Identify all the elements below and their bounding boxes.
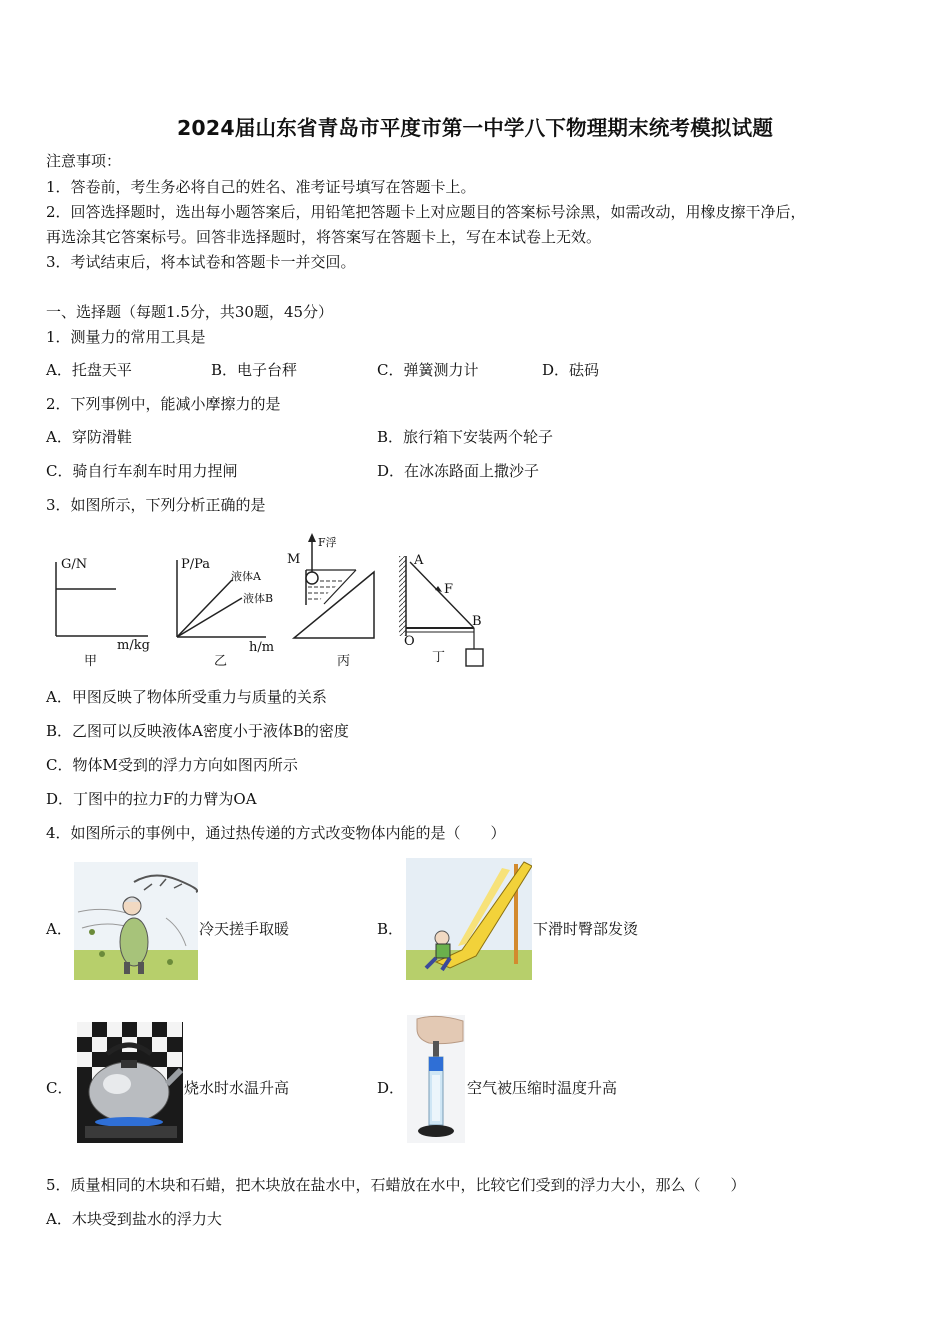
bing-mass-label: M — [287, 552, 301, 567]
q3-option-b: B．乙图可以反映液体A密度小于液体B的密度 — [46, 722, 349, 740]
ding-point-b: B — [472, 614, 482, 629]
playground-slide-illustration — [406, 858, 532, 980]
jia-x-axis-label: m/kg — [117, 638, 150, 653]
section-heading: 一、选择题（每题1.5分，共30题，45分） — [46, 303, 334, 321]
q2-option-b: B．旅行箱下安装两个轮子 — [377, 428, 554, 446]
notice-item: 2．回答选择题时，选出每小题答案后，用铅笔把答题卡上对应题目的答案标号涂黑，如需改动，用橡皮擦干净后， — [46, 203, 806, 221]
q1-option-a: A．托盘天平 — [46, 361, 132, 379]
figure-yi — [168, 552, 280, 670]
ding-point-o: O — [404, 634, 415, 649]
q1-option-c: C．弹簧测力计 — [377, 361, 479, 379]
q3-option-d: D．丁图中的拉力F的力臂为OA — [46, 790, 257, 808]
page-title: 2024届山东省青岛市平度市第一中学八下物理期末统考模拟试题 — [176, 116, 774, 140]
yi-x-axis-label: h/m — [249, 640, 275, 655]
figure-bing — [284, 530, 384, 670]
q1-option-b: B．电子台秤 — [211, 361, 298, 379]
q5-option-a: A．木块受到盐水的浮力大 — [46, 1210, 222, 1228]
yi-caption: 乙 — [214, 654, 228, 669]
ding-point-a: A — [414, 553, 424, 568]
notice-item: 3．考试结束后，将本试卷和答题卡一并交回。 — [46, 253, 356, 271]
bing-buoyancy-label: F浮 — [318, 536, 337, 549]
ding-caption: 丁 — [432, 650, 446, 665]
kettle-on-stove-photo — [77, 1022, 183, 1143]
q4-option-a-text: 冷天搓手取暖 — [199, 920, 290, 938]
yi-line-b-label: 液体B — [243, 592, 274, 605]
jia-caption: 甲 — [84, 654, 98, 669]
yi-line-a-label: 液体A — [231, 570, 261, 583]
q1-option-d: D．砝码 — [542, 361, 600, 379]
q3-option-c: C．物体M受到的浮力方向如图丙所示 — [46, 756, 298, 774]
jia-y-axis-label: G/N — [61, 557, 88, 572]
question-4-stem: 4．如图所示的事例中，通过热传递的方式改变物体内能的是（ ） — [46, 824, 506, 842]
figure-jia — [44, 552, 154, 670]
yi-y-axis-label: P/Pa — [181, 557, 211, 572]
notice-item: 1．答卷前，考生务必将自己的姓名、准考证号填写在答题卡上。 — [46, 178, 476, 196]
air-compression-syringe-photo — [407, 1015, 465, 1143]
q2-option-d: D．在冰冻路面上撒沙子 — [377, 462, 540, 480]
q4-image-b — [406, 858, 532, 980]
q4-option-b-text: 下滑时臀部发烫 — [533, 920, 639, 938]
notice-heading: 注意事项： — [46, 152, 122, 170]
q4-option-c-letter: C． — [46, 1079, 73, 1097]
q4-option-d-text: 空气被压缩时温度升高 — [467, 1079, 618, 1097]
question-2-stem: 2．下列事例中，能减小摩擦力的是 — [46, 395, 281, 413]
question-1-stem: 1．测量力的常用工具是 — [46, 328, 206, 346]
q3-option-a: A．甲图反映了物体所受重力与质量的关系 — [46, 688, 327, 706]
q4-option-c-text: 烧水时水温升高 — [184, 1079, 290, 1097]
q4-option-a-letter: A． — [46, 920, 72, 938]
figure-ding — [398, 548, 492, 672]
q4-image-a — [74, 862, 198, 980]
q4-option-d-letter: D． — [377, 1079, 405, 1097]
q2-option-a: A．穿防滑鞋 — [46, 428, 132, 446]
ding-force-f: F — [444, 582, 454, 597]
question-3-stem: 3．如图所示，下列分析正确的是 — [46, 496, 266, 514]
q4-option-b-letter: B． — [377, 920, 404, 938]
notice-item: 再选涂其它答案标号。回答非选择题时，将答案写在答题卡上，写在本试卷上无效。 — [46, 228, 602, 246]
question-5-stem: 5．质量相同的木块和石蜡，把木块放在盐水中，石蜡放在水中，比较它们受到的浮力大小，那么（ ） — [46, 1176, 746, 1194]
windy-day-illustration — [74, 862, 198, 980]
q4-image-c — [77, 1022, 183, 1143]
bing-caption: 丙 — [337, 654, 351, 669]
q4-image-d — [407, 1015, 465, 1143]
incline-buoyancy-diagram — [284, 530, 384, 670]
q2-option-c: C．骑自行车刹车时用力捏闸 — [46, 462, 238, 480]
